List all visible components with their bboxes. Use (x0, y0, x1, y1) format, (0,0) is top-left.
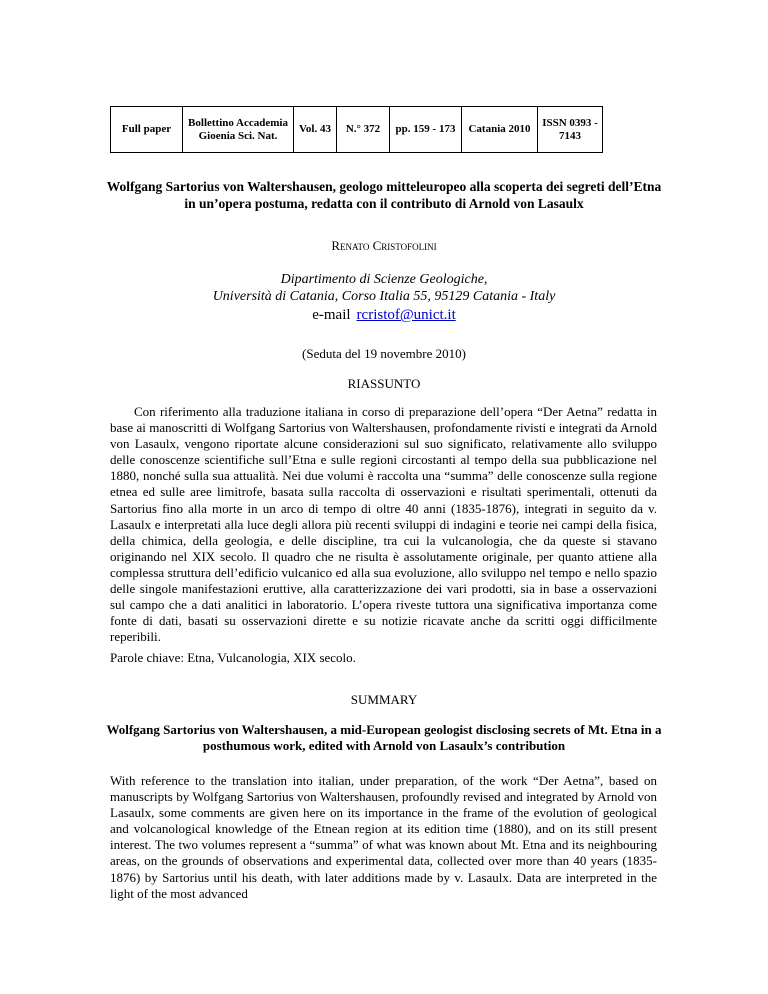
affiliation-address: Università di Catania, Corso Italia 55, 95129 Catania - Italy (212, 289, 556, 304)
journal-header-table (110, 106, 603, 153)
keywords-line: Parole chiave: Etna, Vulcanologia, XIX secolo. (110, 650, 356, 665)
author-email (100, 307, 668, 324)
email-link[interactable]: rcristof@unict.it (356, 307, 456, 323)
riassunto-paragraph: Con riferimento alla traduzione italiana in corso di preparazione dell’opera “Der Aetna” redatta in base ai manoscritti di Wolfgang Sartorius von Waltershausen, profondamente rivisti e integrati da Arnold von Lasaulx, vengono riportate alcune considerazioni sul suo significato, relativamente allo sviluppo delle conoscenze scientifiche sull’Etna e sulle regioni circostanti al tempo della sua pubblicazione nel 1880, nonché sulla sua attualità. Nei due volumi è raccolta una “summa” delle conoscenze sulla regione etnea ed sulle aree limitrofe, basata sulla raccolta di osservazioni e risultati sperimentali, ottenuti da Sartorius fino alla morte in un arco di tempo di oltre 40 anni (1835-1876), integrati in seguito da v. Lasaulx e interpretati alla luce degli allora più recenti sviluppi di indagini e teorie nei campi della fisica, della chimica, della geologia, e delle discipline, tra cui la vulcanologia, che da queste si stavano originando nel XIX secolo. Il quadro che ne risulta è assolutamente originale, per quanto attiene alla complessa struttura dell’edificio vulcanico ed alla sua evoluzione, allo sviluppo nel tempo e nello spazio delle singole manifestazioni eruttive, alla caratterizzazione dei vari prodotti, sia in base a osservazioni sul campo che a dati analitici in laboratorio. L’opera riveste tuttora una significativa importanza come fonte di dati, basati su osservazioni dirette e su notizie ricavate anche da scritti oggi difficilmente reperibili. (110, 404, 657, 645)
header-cell-pages: pp. 159 - 173 (390, 107, 462, 153)
session-date: (Seduta del 19 novembre 2010) (302, 346, 466, 361)
header-cell-number: N.° 372 (337, 107, 390, 153)
author-affiliation (100, 271, 668, 305)
summary-paragraph: With reference to the translation into italian, under preparation, of the work “Der Aetna”, based on manuscripts by Wolfgang Sartorius von Waltershausen, profoundly revised and integrated by Arnold von Lasaulx, some comments are given here on its importance in the frame of the evolution of geological and volcanological knowledge of the Etnean region at its edition time (1880), and on its still present interest. The two volumes represent a “summa” of what was known about Mt. Etna and its neighbouring areas, on the grounds of observations and experimental data, collected over more than 40 years (1835-1876) by Sartorius until his death, with later additions made by v. Lasaulx. Data are interpreted in the light of the most advanced (110, 773, 657, 901)
header-cell-place-year: Catania 2010 (462, 107, 538, 153)
riassunto-heading: RIASSUNTO (347, 376, 421, 391)
header-cell-volume: Vol. 43 (294, 107, 337, 153)
header-cell-paper-type: Full paper (111, 107, 183, 153)
affiliation-department: Dipartimento di Scienze Geologiche, (280, 272, 488, 287)
header-cell-journal: Bollettino Accademia Gioenia Sci. Nat. (183, 107, 294, 153)
email-label: e-mail (312, 307, 351, 323)
summary-heading: SUMMARY (350, 692, 418, 707)
article-title: Wolfgang Sartorius von Waltershausen, geologo mitteleuropeo alla scoperta dei segreti dell’Etna in un’opera postuma, redatta con il contributo di Arnold von Lasaulx (106, 179, 662, 211)
header-row (111, 107, 603, 153)
header-cell-issn: ISSN 0393 - 7143 (538, 107, 603, 153)
article-author: Renato Cristofolini (331, 238, 437, 253)
summary-title: Wolfgang Sartorius von Waltershausen, a mid-European geologist disclosing secrets of Mt. Etna in a posthumous work, edited with Arnold von Lasaulx’s contribution (106, 722, 662, 753)
